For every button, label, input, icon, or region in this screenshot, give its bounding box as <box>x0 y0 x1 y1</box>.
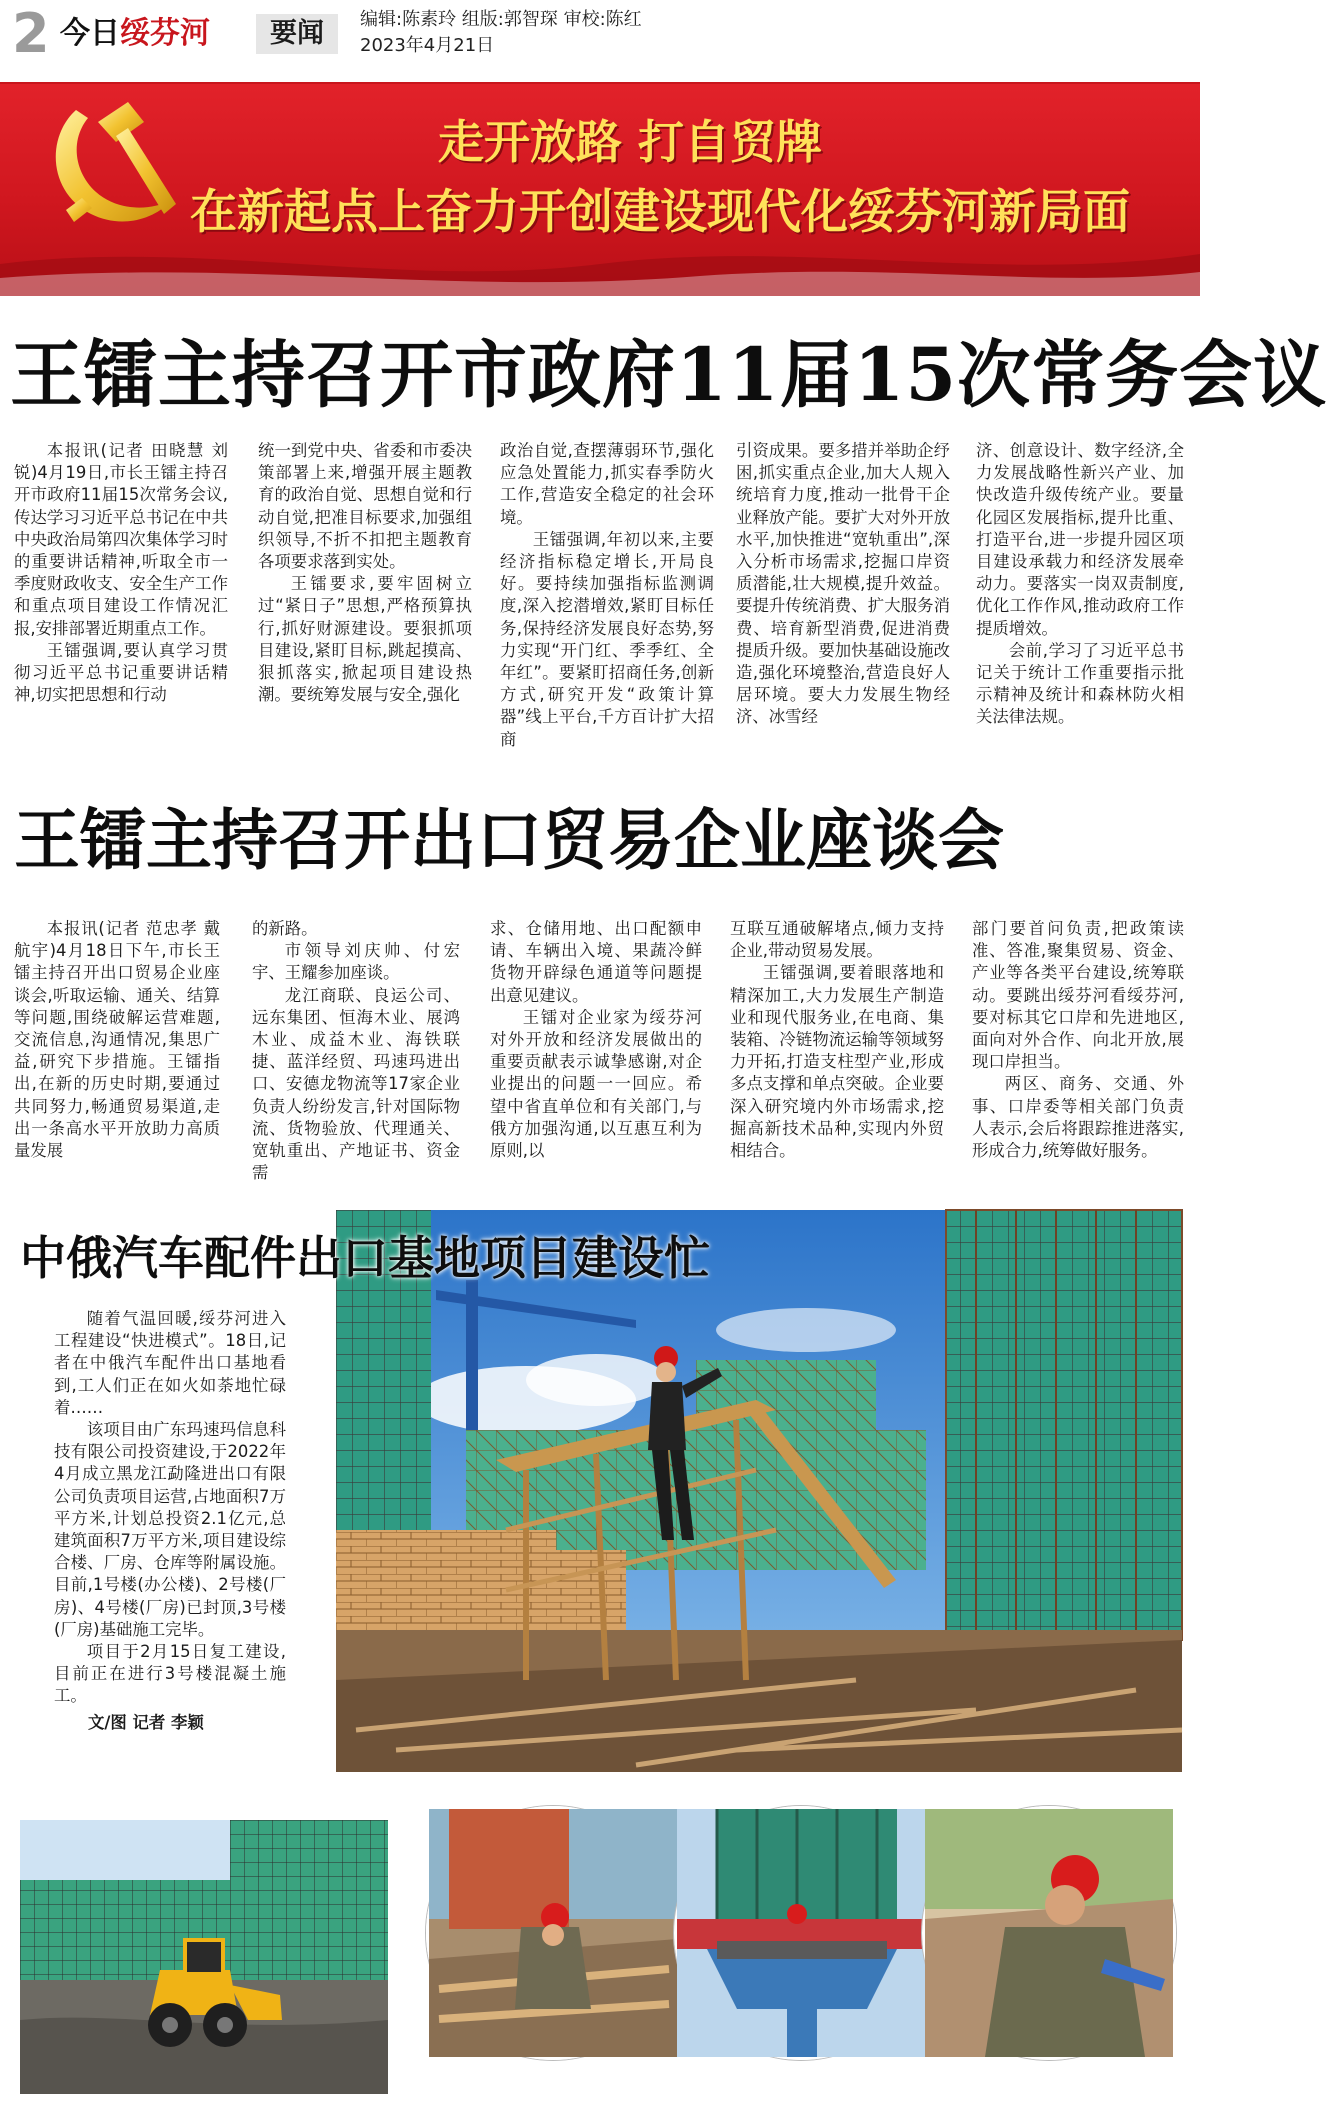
section-tag: 要闻 <box>256 14 338 54</box>
article1-headline: 王镭主持召开市政府11届15次常务会议 <box>10 332 1327 418</box>
article-paragraph: 引资成果。要多措并举助企纾困,抓实重点企业,加大人规入统培育力度,推动一批骨干企业释放产能。要扩大对外开放水平,加快推进“宽轨重出”,深入分析市场需求,挖掘口岸资质潜能,壮大规模,提升效益。要提升传统消费、扩大服务消费、培育新型消费,促进消费提质升级。要加快基础设施改造,强化环境整治,营造良好人居环境。要大力发展生物经济、冰雪经 <box>736 441 950 727</box>
article-paragraph: 本报讯(记者 范忠孝 戴航宇)4月18日下午,市长王镭主持召开出口贸易企业座谈会,听取运输、通关、结算等问题,围绕破解运营难题,交流信息,沟通情况,集思广益,研究下步措施。王镭指出,在新的历史时期,要通过共同努力,畅通贸易渠道,走出一条高水平开放助力高质量发展 <box>14 919 220 1161</box>
article-paragraph: 会前,学习了习近平总书记关于统计工作重要指示批示精神及统计和森林防火相关法律法规。 <box>976 640 1184 727</box>
masthead <box>0 0 1200 84</box>
paper-name-part1: 今日 <box>60 16 120 51</box>
feature-headline: 中俄汽车配件出口基地项目建设忙 <box>20 1231 710 1285</box>
article1-column-2 <box>258 440 472 752</box>
article-paragraph: 两区、商务、交通、外事、口岸委等相关部门负责人表示,会后将跟踪推进落实,形成合力,统筹做好服务。 <box>972 1074 1184 1161</box>
banner <box>0 84 1200 296</box>
article-paragraph: 政治自觉,查摆薄弱环节,强化应急处置能力,抓实春季防火工作,营造安全稳定的社会环境。 <box>500 441 714 527</box>
construction-site-photo <box>336 1210 1182 1772</box>
article2-column-5 <box>972 918 1184 1164</box>
article1-column-3 <box>500 440 714 752</box>
paper-name-part2: 绥芬河 <box>120 16 210 51</box>
article-paragraph: 本报讯(记者 田晓慧 刘锐)4月19日,市长王镭主持召开市政府11届15次常务会议,传达学习习近平总书记在中共中央政治局第四次集体学习时的重要讲话精神,听取全市一季度财政收支、安全生产工作和重点项目建设工作情况汇报,安排部署近期重点工作。 <box>14 441 228 638</box>
banner-slogan-2: 在新起点上奋力开创建设现代化绥芬河新局面 <box>190 185 1130 240</box>
banner-slogan-1: 走开放路 打自贸牌 <box>437 115 822 169</box>
article2-column-3 <box>490 918 702 1164</box>
article-paragraph: 王镭强调,要着眼落地和精深加工,大力发展生产制造业和现代服务业,在电商、集装箱、冷链物流运输等领域努力开拓,打造支柱型产业,形成多点支撑和单点突破。企业要深入研究境内外市场需求,挖掘高新技术品种,实现内外贸相结合。 <box>730 963 944 1161</box>
article-paragraph: 龙江商联、良运公司、远东集团、恒海木业、展鸿木业、成益木业、海铁联捷、蓝洋经贸、玛速玛进出口、安德龙物流等17家企业负责人纷纷发言,针对国际物流、货物验放、代理通关、宽轨重出、产地证书、资金需 <box>252 985 460 1183</box>
editor-credits: 编辑:陈素玲 组版:郭智琛 审校:陈红 <box>360 9 642 30</box>
article-paragraph: 统一到党中央、省委和市委决策部署上来,增强开展主题教育的政治自觉、思想自觉和行动自觉,把准目标要求,加强组织领导,不折不扣把主题教育各项要求落到实处。 <box>258 441 472 572</box>
worker-photo-3 <box>922 1806 1176 2060</box>
wheel-loader-photo <box>20 1820 388 2094</box>
article-paragraph: 王镭强调,要认真学习贯彻习近平总书记重要讲话精神,切实把思想和行动 <box>14 640 228 705</box>
article-paragraph: 部门要首问负责,把政策读准、答准,聚集贸易、资金、产业等各类平台建设,统筹联动。要跳出绥芬河看绥芬河,要对标其它口岸和先进地区,面向对外合作、向北开放,展现口岸担当。 <box>972 919 1184 1072</box>
publication-date: 2023年4月21日 <box>360 35 495 56</box>
article-paragraph: 王镭对企业家为绥芬河对外开放和经济发展做出的重要贡献表示诚挚感谢,对企业提出的问题一一回应。希望中省直单位和有关部门,与俄方加强沟通,以互惠互利为原则,以 <box>490 1007 702 1161</box>
article2-headline: 王镭主持召开出口贸易企业座谈会 <box>14 801 1004 879</box>
article-paragraph: 互联互通破解堵点,倾力支持企业,带动贸易发展。 <box>730 919 944 961</box>
feature-credit: 文/图 记者 李颖 <box>88 1713 204 1732</box>
feature-paragraph: 该项目由广东玛速玛信息科技有限公司投资建设,于2022年4月成立黑龙江勐隆进出口有限公司负责项目运营,占地面积7万平方米,计划总投资2.1亿元,总建筑面积7万平方米,项目建设综合楼、厂房、仓库等附属设施。目前,1号楼(办公楼)、2号楼(厂房)、4号楼(厂房)已封顶,3号楼(厂房)基础施工完毕。 <box>54 1420 286 1639</box>
worker-photo-1 <box>426 1806 680 2060</box>
article-paragraph: 求、仓储用地、出口配额申请、车辆出入境、果蔬冷鲜货物开辟绿色通道等问题提出意见建议。 <box>490 919 702 1005</box>
worker-photo-2 <box>674 1806 928 2060</box>
article2-column-2 <box>252 918 460 1183</box>
article2-column-4 <box>730 918 944 1164</box>
article2-column-1 <box>14 918 220 1164</box>
article1-column-4 <box>736 440 950 752</box>
feature-body <box>54 1308 286 1708</box>
article1-column-1 <box>14 440 228 752</box>
article1-column-5 <box>976 440 1184 752</box>
paper-name <box>60 14 210 54</box>
feature-paragraph: 随着气温回暖,绥芬河进入工程建设“快进模式”。18日,记者在中俄汽车配件出口基地看到,工人们正在如火如荼地忙碌着…… <box>54 1309 286 1417</box>
article-paragraph: 王镭强调,年初以来,主要经济指标稳定增长,开局良好。要持续加强指标监测调度,深入挖潜增效,紧盯目标任务,保持经济发展良好态势,努力实现“开门红、季季红、全年红”。要紧盯招商任务,创新方式,研究开发“政策计算器”线上平台,千方百计扩大招商 <box>500 529 714 749</box>
feature-paragraph: 项目于2月15日复工建设,目前正在进行3号楼混凝土施工。 <box>54 1642 286 1706</box>
page-number: 2 <box>12 2 50 65</box>
article-paragraph: 济、创意设计、数字经济,全力发展战略性新兴产业、加快改造升级传统产业。要量化园区发展指标,提升比重、打造平台,进一步提升园区项目建设承载力和经济发展牵动力。要落实一岗双责制度,优化工作作风,推动政府工作提质增效。 <box>976 441 1184 638</box>
article-paragraph: 市领导刘庆帅、付宏宇、王耀参加座谈。 <box>252 941 460 983</box>
article-paragraph: 的新路。 <box>252 919 318 938</box>
article-paragraph: 王镭要求,要牢固树立过“紧日子”思想,严格预算执行,抓好财源建设。要狠抓项目建设,紧盯目标,跳起摸高、狠抓落实,掀起项目建设热潮。要统筹发展与安全,强化 <box>258 574 472 705</box>
banner-wave-decoration <box>0 234 1200 296</box>
